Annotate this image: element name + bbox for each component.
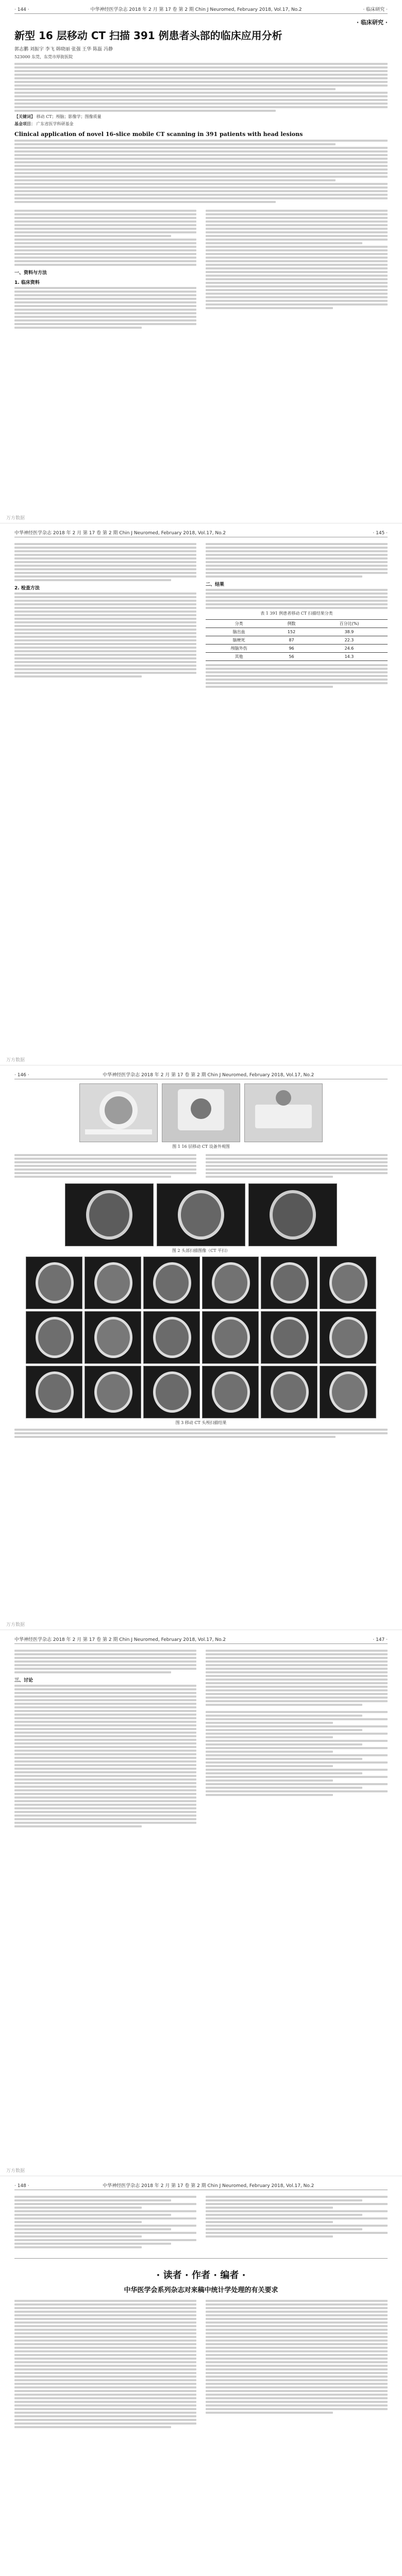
device-photos	[14, 1083, 388, 1142]
body-two-columns	[14, 208, 388, 330]
brain-ct-slice	[26, 1311, 82, 1364]
brain-ct-slice	[261, 1257, 317, 1309]
table-header: 百分比(%)	[311, 620, 388, 628]
keywords-cn: 移动 CT；颅脑；影像学；图像质量	[36, 114, 102, 119]
notice-subtitle: 中华医学会系列杂志对来稿中统计学处理的有关要求	[124, 2286, 278, 2294]
heading-results: 二、结果	[206, 582, 225, 587]
body-column-left	[14, 1648, 196, 1829]
body-column-left	[14, 208, 196, 330]
page-number: · 145 ·	[373, 531, 388, 536]
journal-page-5	[0, 2176, 402, 2576]
body-column-right	[206, 541, 388, 689]
table-row	[206, 636, 388, 645]
table-cell: 其他	[206, 653, 272, 661]
brain-ct-slice	[202, 1366, 259, 1418]
brain-ct-slice	[85, 1257, 141, 1309]
watermark: 万方数据	[6, 2168, 25, 2174]
abstract-en	[14, 140, 388, 203]
keywords-label: 【关键词】	[14, 114, 35, 119]
body-column-right	[206, 1153, 388, 1179]
journal-page-1	[0, 0, 402, 523]
brain-ct-slice	[320, 1366, 376, 1418]
page-number: · 144 ·	[14, 7, 29, 12]
page-header	[14, 1633, 388, 1644]
journal-citation: 中华神经医学杂志 2018 年 2 月 第 17 卷 第 2 期 Chin J Neuromed, February 2018, Vol.17, No.2	[103, 1073, 314, 1078]
heading-exam-method: 2. 检查方法	[14, 586, 40, 591]
table-cell: 56	[272, 653, 311, 661]
brain-ct-slice	[261, 1366, 317, 1418]
journal-page-3	[0, 1065, 402, 1630]
scan-image-row	[14, 1183, 388, 1246]
results-table	[206, 619, 388, 661]
table-cell: 24.6	[311, 645, 388, 653]
brain-ct-slice	[261, 1311, 317, 1364]
body-column-right	[206, 208, 388, 330]
table-cell: 38.9	[311, 628, 388, 636]
watermark: 万方数据	[6, 1058, 25, 1063]
brain-ct-slice	[202, 1257, 259, 1309]
journal-citation: 中华神经医学杂志 2018 年 2 月 第 17 卷 第 2 期 Chin J Neuromed, February 2018, Vol.17, No.2	[14, 531, 226, 536]
body-two-columns	[14, 1648, 388, 1829]
table-row	[206, 653, 388, 661]
fund-cn: 广东省医学科研基金	[36, 122, 74, 126]
heading-materials-methods: 一、资料与方法	[14, 270, 47, 276]
authors-cn: 郭志鹏 刘振宇 李飞 韩晓丽 张强 王华 陈磊 冯静	[14, 47, 113, 52]
section-tag: · 临床研究 ·	[356, 19, 388, 26]
brain-ct-slice	[143, 1366, 200, 1418]
table-header: 分类	[206, 620, 272, 628]
brain-ct-slice	[320, 1311, 376, 1364]
affiliation-cn: 523000 东莞，东莞市厚街医院	[14, 55, 73, 59]
page-number: · 146 ·	[14, 1073, 29, 1078]
notice-two-columns	[14, 2298, 388, 2430]
table-caption: 表 1 391 例患者移动 CT 扫描结果分类	[260, 611, 333, 616]
table-cell: 22.3	[311, 636, 388, 645]
abstract-cn	[14, 63, 388, 112]
mobile-ct-photo	[162, 1083, 240, 1142]
figure-caption: 图 2 头部扫描图像（CT 平扫）	[172, 1248, 230, 1253]
journal-citation: 中华神经医学杂志 2018 年 2 月 第 17 卷 第 2 期 Chin J Neuromed, February 2018, Vol.17, No.2	[103, 2183, 314, 2189]
body-column-right	[206, 1648, 388, 1829]
brain-ct-slice	[26, 1366, 82, 1418]
references-list	[206, 1711, 388, 1796]
brain-ct-slice	[85, 1366, 141, 1418]
ct-scan-image	[248, 1183, 337, 1246]
brain-ct-slice	[320, 1257, 376, 1309]
page-number: · 147 ·	[373, 1637, 388, 1642]
table-cell: 脑出血	[206, 628, 272, 636]
brain-ct-slice	[202, 1311, 259, 1364]
section-label: · 临床研究 ·	[363, 7, 388, 12]
table-cell: 87	[272, 636, 311, 645]
table-header: 例数	[272, 620, 311, 628]
brain-ct-grid	[14, 1257, 388, 1418]
notice-banner: · 读者 · 作者 · 编者 ·	[156, 2270, 246, 2281]
body-two-columns	[14, 541, 388, 689]
page-header	[14, 3, 388, 14]
body-column-left	[14, 541, 196, 689]
fund-label: 基金项目：	[14, 121, 35, 126]
table-row	[206, 645, 388, 653]
references-two-columns	[14, 2194, 388, 2250]
body-column-left	[14, 1153, 196, 1179]
article-title-cn: 新型 16 层移动 CT 扫描 391 例患者头部的临床应用分析	[14, 29, 282, 42]
article-title-en: Clinical application of novel 16-slice mobile CT scanning in 391 patients with head lesions	[14, 131, 303, 138]
figure-legend	[14, 1429, 388, 1438]
journal-citation: 中华神经医学杂志 2018 年 2 月 第 17 卷 第 2 期 Chin J Neuromed, February 2018, Vol.17, No.2	[14, 1637, 226, 1642]
page-header	[14, 1069, 388, 1079]
watermark: 万方数据	[6, 1622, 25, 1628]
watermark: 万方数据	[6, 516, 25, 521]
table-cell: 14.3	[311, 653, 388, 661]
journal-page-4	[0, 1630, 402, 2176]
page-header	[14, 2179, 388, 2190]
heading-discussion: 三、讨论	[14, 1678, 34, 1683]
ct-scan-image	[157, 1183, 245, 1246]
mobile-ct-photo	[79, 1083, 158, 1142]
table-row	[206, 628, 388, 636]
brain-ct-slice	[143, 1311, 200, 1364]
table-cell: 脑梗死	[206, 636, 272, 645]
brain-ct-slice	[85, 1311, 141, 1364]
journal-citation: 中华神经医学杂志 2018 年 2 月 第 17 卷 第 2 期 Chin J Neuromed, February 2018, Vol.17, No.2	[90, 7, 302, 12]
mobile-ct-photo	[244, 1083, 323, 1142]
notice-column-right	[206, 2298, 388, 2430]
notice-column-left	[14, 2298, 196, 2430]
page-number: · 148 ·	[14, 2183, 29, 2189]
figure-caption: 图 1 16 层移动 CT 设备外观图	[172, 1144, 230, 1149]
references-column-left	[14, 2194, 196, 2250]
table-cell: 颅脑外伤	[206, 645, 272, 653]
heading-clinical-data: 1. 临床资料	[14, 280, 40, 285]
table-cell: 152	[272, 628, 311, 636]
ct-scan-image	[65, 1183, 154, 1246]
brain-ct-slice	[26, 1257, 82, 1309]
brain-ct-slice	[143, 1257, 200, 1309]
journal-page-2	[0, 523, 402, 1065]
figure-caption: 图 3 移动 CT 头颅扫描结果	[175, 1420, 227, 1425]
references-column-right	[206, 2194, 388, 2250]
table-cell: 96	[272, 645, 311, 653]
page-header	[14, 527, 388, 537]
body-two-columns	[14, 1153, 388, 1179]
